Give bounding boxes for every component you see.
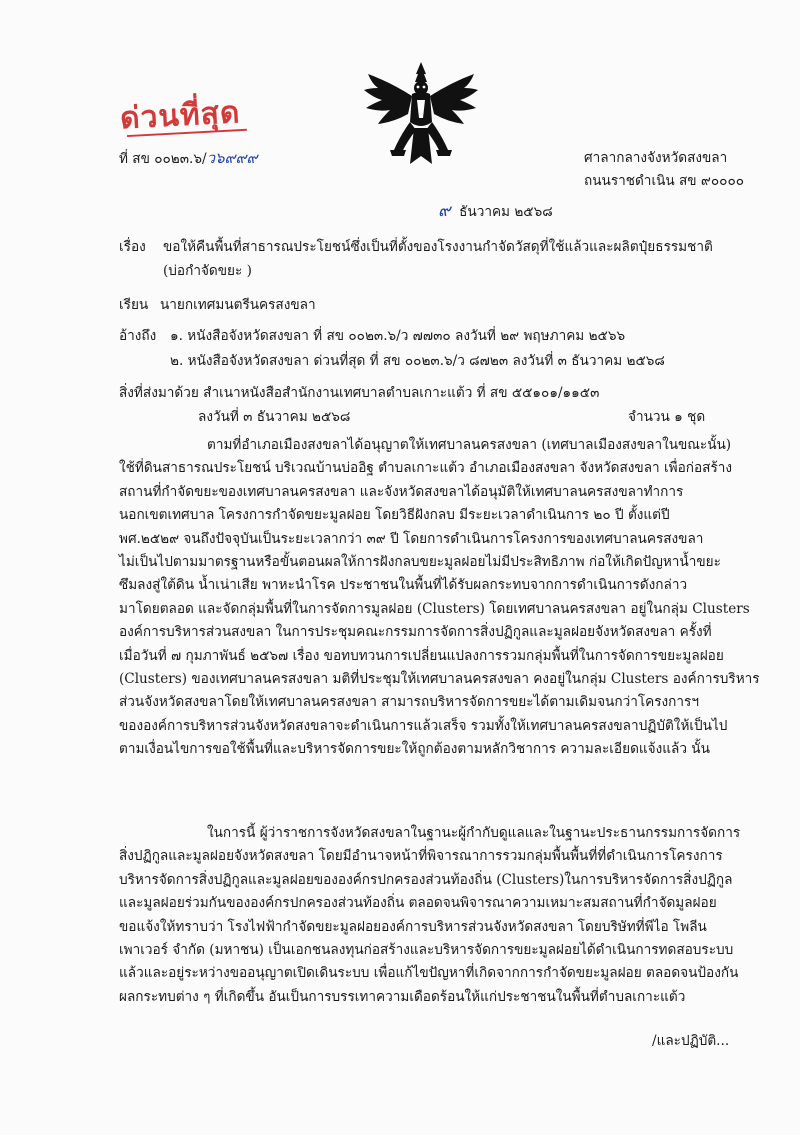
office-address-line-1: ศาลากลางจังหวัดสงขลา	[584, 150, 728, 166]
paragraph-1-line: พศ.๒๕๒๙ จนถึงปัจจุบันเป็นระยะเวลากว่า ๓๙ ปี โดยการดำเนินการโครงการของเทศบาลนครสงขลา	[119, 530, 704, 547]
paragraph-1-line: องค์การบริหารส่วนสงขลา ในการประชุมคณะกรรมการจัดการสิ่งปฏิกูลและมูลฝอยจังหวัดสงขลา ครั้งที่	[119, 624, 712, 641]
document-date	[438, 200, 553, 224]
subject-label: เรื่อง	[119, 239, 146, 255]
paragraph-1-line: ตามที่อำเภอเมืองสงขลาได้อนุญาตให้เทศบาลนครสงขลา (เทศบาลเมืองสงขลาในขณะนั้น)	[207, 437, 732, 453]
document-number	[119, 147, 257, 171]
reference-1: ๑. หนังสือจังหวัดสงขลา ที่ สข ๐๐๒๓.๖/ว ๗๗๓๐ ลงวันที่ ๒๙ พฤษภาคม ๒๕๖๖	[170, 328, 626, 344]
garuda-emblem-icon	[360, 60, 482, 170]
paragraph-1-line: มาโดยตลอด และจัดกลุ่มพื้นที่ในการจัดการมูลฝอย (Clusters) โดยเทศบาลนครสงขลา อยู่ในกลุ่ม Clusters	[119, 600, 750, 617]
body-paragraph-2	[119, 822, 739, 1009]
paragraph-1-line: ใช้ที่ดินสาธารณประโยชน์ บริเวณบ้านบ่ออิฐ ตำบลเกาะแต้ว อำเภอเมืองสงขลา จังหวัดสงขลา เพื่อก่อสร้าง	[119, 460, 733, 477]
paragraph-2-line: สิ่งปฏิกูลและมูลฝอยจังหวัดสงขลา โดยมีอำนาจหน้าที่พิจารณาการรวมกลุ่มพื้นพื้นที่ที่ดำเนินการโครงการ	[119, 848, 723, 865]
subject-line-2: (บ่อกำจัดขยะ )	[163, 263, 252, 279]
enclosure-line-1: สิ่งที่ส่งมาด้วย สำเนาหนังสือสำนักงานเทศบาลตำบลเกาะแต้ว ที่ สข ๕๕๑๐๑/๑๑๕๓	[119, 385, 600, 401]
paragraph-2-line: ในการนี้ ผู้ว่าราชการจังหวัดสงขลาในฐานะผู้กำกับดูแลและในฐานะประธานกรรมการจัดการ	[207, 825, 741, 841]
paragraph-1-line: ตามเงื่อนไขการขอใช้พื้นที่และบริหารจัดการขยะให้ถูกต้องตามหลักวิชาการ ความละเอียดแจ้งแล้ว นั้น	[119, 741, 710, 758]
salutation-recipient: นายกเทศมนตรีนครสงขลา	[160, 297, 316, 313]
urgent-stamp: ด่วนที่สุด	[119, 89, 251, 142]
subject-line-1: ขอให้คืนพื้นที่สาธารณประโยชน์ซึ่งเป็นที่ตั้งของโรงงานกำจัดวัสดุที่ใช้แล้วและผลิตปุ๋ยธรรมชาติ	[163, 239, 713, 255]
enclosure-line-2: ลงวันที่ ๓ ธันวาคม ๒๕๖๘	[198, 409, 351, 425]
paragraph-2-line: ขอแจ้งให้ทราบว่า โรงไฟฟ้ากำจัดขยะมูลฝอยองค์การบริหารส่วนจังหวัดสงขลา โดยบริษัทที่พีไอ โพลีน	[119, 918, 707, 935]
paragraph-1-line: สถานที่กำจัดขยะของเทศบาลนครสงขลา และจังหวัดสงขลาได้อนุมัติให้เทศบาลนครสงขลาทำการ	[119, 483, 684, 500]
paragraph-1-line: ไม่เป็นไปตามมาตรฐานหรือขั้นตอนผลให้การฝังกลบขยะมูลฝอยไม่มีประสิทธิภาพ ก่อให้เกิดปัญหาน้ำขยะ	[119, 554, 721, 571]
paragraph-1-line: ส่วนจังหวัดสงขลาโดยให้เทศบาลนครสงขลา สามารถบริหารจัดการขยะได้ตามเดิมจนกว่าโครงการฯ	[119, 694, 699, 711]
document-number-prefix: ที่ สข ๐๐๒๓.๖/	[119, 151, 207, 167]
paragraph-2-line: และมูลฝอยร่วมกันขององค์กรปกครองส่วนท้องถิ่น ตลอดจนพิจารณาความเหมาะสมสถานที่กำจัดมูลฝอย	[119, 895, 717, 912]
reference-2: ๒. หนังสือจังหวัดสงขลา ด่วนที่สุด ที่ สข ๐๐๒๓.๖/ว ๘๗๒๓ ลงวันที่ ๓ ธันวาคม ๒๕๖๘	[170, 353, 665, 369]
paragraph-2-line: เพาเวอร์ จำกัด (มหาชน) เป็นเอกชนลงทุนก่อสร้างและบริหารจัดการขยะมูลฝอยได้ดำเนินการทดสอบระบบ	[119, 942, 734, 959]
paragraph-1-line: ซึมลงสู่ใต้ดิน น้ำเน่าเสีย พาหะนำโรค ประชาชนในพื้นที่ได้รับผลกระทบจากการดำเนินการดังกล่าว	[119, 577, 688, 594]
salutation-label: เรียน	[119, 297, 149, 313]
office-address-line-2: ถนนราชดำเนิน สข ๙๐๐๐๐	[584, 173, 745, 189]
paragraph-1-line: (Clusters) ของเทศบาลนครสงขลา มติที่ประชุมให้เทศบาลนครสงขลา คงอยู่ในกลุ่ม Clusters องค์การบริหาร	[119, 671, 760, 688]
date-month-year: ธันวาคม ๒๕๖๘	[459, 204, 553, 220]
paragraph-2-line: แล้วและอยู่ระหว่างขออนุญาตเปิดเดินระบบ เพื่อแก้ไขปัญหาที่เกิดจากการกำจัดขยะมูลฝอย ตลอดจนป้องกัน	[119, 965, 739, 982]
enclosure-count: จำนวน ๑ ชุด	[628, 409, 706, 425]
paragraph-2-line: ผลกระทบต่าง ๆ ที่เกิดขึ้น อันเป็นการบรรเทาความเดือดร้อนให้แก่ประชาชนในพื้นที่ตำบลเกาะแต้ว	[119, 988, 686, 1005]
continuation-marker: /และปฏิบัติ...	[652, 1033, 730, 1049]
paragraph-1-line: นอกเขตเทศบาล โครงการกำจัดขยะมูลฝอย โดยวิธีฝังกลบ มีระยะเวลาดำเนินการ ๒๐ ปี ตั้งแต่ปี	[119, 507, 670, 524]
paragraph-2-line: บริหารจัดการสิ่งปฏิกูลและมูลฝอยขององค์กรปกครองส่วนท้องถิ่น (Clusters)ในการบริหารจัดการสิ่งปฏิกูล	[119, 871, 733, 888]
references-label: อ้างถึง	[119, 328, 157, 344]
paragraph-1-line: ขององค์การบริหารส่วนจังหวัดสงขลาจะดำเนินการแล้วเสร็จ รวมทั้งให้เทศบาลนครสงขลาปฏิบัติให้เป็นไป	[119, 717, 728, 734]
document-number-handwritten: ว๖๙๙๙	[206, 149, 258, 167]
date-day-handwritten: ๙	[438, 201, 451, 221]
paragraph-1-line: เมื่อวันที่ ๗ กุมภาพันธ์ ๒๕๖๗ เรื่อง ขอทบทวนการเปลี่ยนแปลงการรวมกลุ่มพื้นที่ในการจัดการขยะมูลฝอย	[119, 647, 724, 664]
body-paragraph-1	[119, 434, 760, 762]
